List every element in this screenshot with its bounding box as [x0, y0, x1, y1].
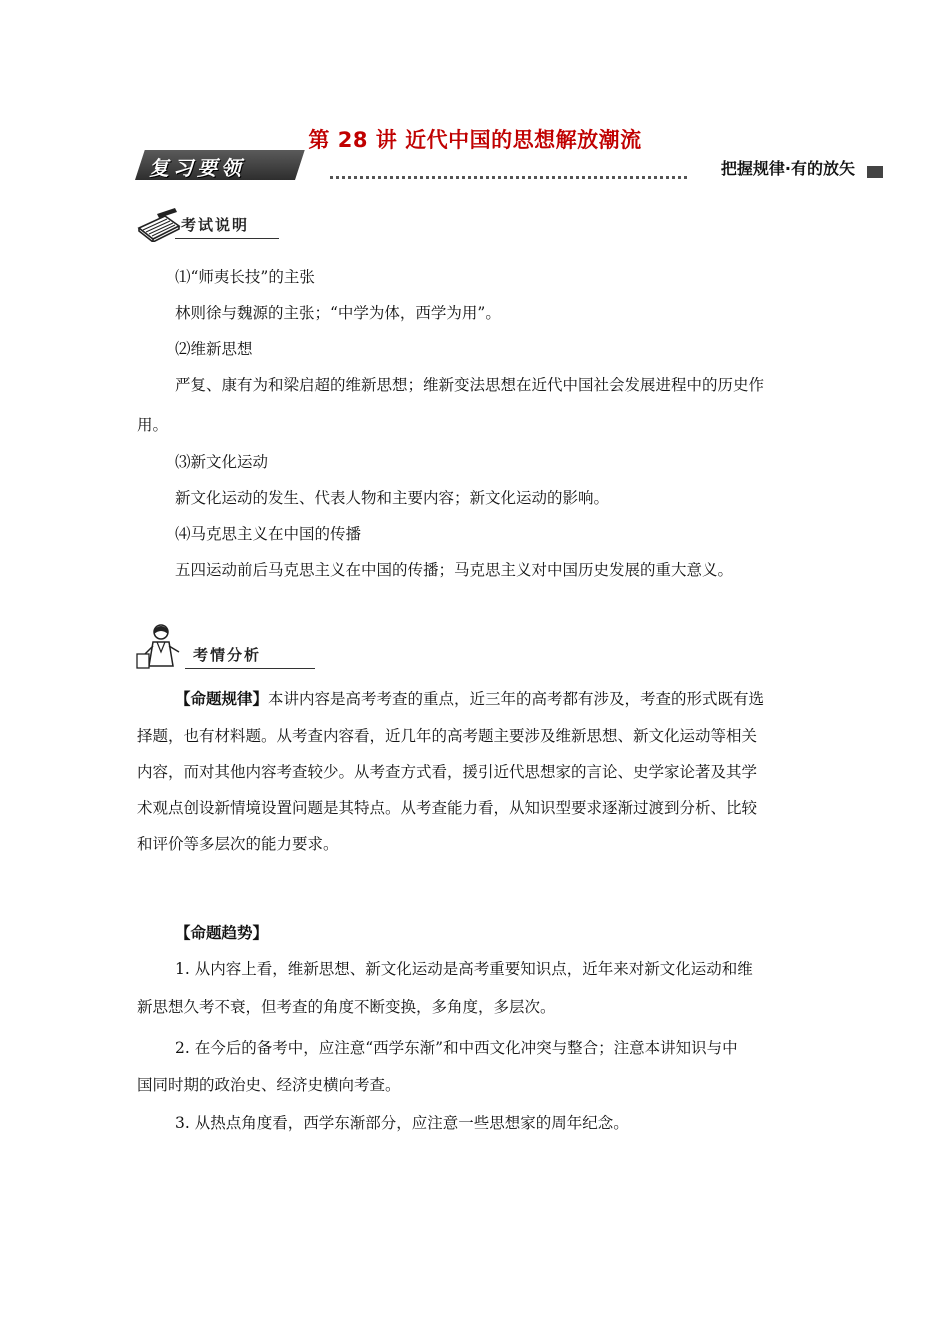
trend-line: 3. 从热点角度看，西学东渐部分，应注意一些思想家的周年纪念。	[175, 1114, 629, 1132]
analysis-heading	[135, 622, 325, 672]
banner-end-block	[867, 166, 883, 178]
exam-heading	[135, 206, 285, 244]
exam-line: 用。	[137, 416, 169, 434]
rule-line: 内容，而对其他内容考查较少。从考查方式看，援引近代思想家的言论、史学家论著及其学	[137, 763, 758, 781]
exam-heading-underline	[175, 238, 279, 239]
exam-line: 新文化运动的发生、代表人物和主要内容；新文化运动的影响。	[175, 489, 610, 507]
trend-line: 国同时期的政治史、经济史横向考查。	[137, 1076, 401, 1094]
exam-line: ⑵维新思想	[175, 340, 253, 358]
rule-line: 本讲内容是高考考查的重点，近三年的高考都有涉及，考查的形式既有选	[268, 690, 765, 708]
trend-line: 1. 从内容上看，维新思想、新文化运动是高考重要知识点，近年来对新文化运动和维	[175, 960, 753, 978]
trend-label: 【命题趋势】	[175, 923, 269, 942]
trend-line: 新思想久考不衰，但考查的角度不断变换，多角度，多层次。	[137, 998, 556, 1016]
rule-label: 【命题规律】	[175, 689, 269, 708]
notebook-pen-icon	[135, 206, 183, 242]
exam-line: 严复、康有为和梁启超的维新思想；维新变法思想在近代中国社会发展进程中的历史作	[175, 376, 765, 394]
rule-paragraph-first-line	[175, 688, 764, 710]
banner-dotted-rule	[330, 176, 687, 179]
exam-line: 林则徐与魏源的主张；“中学为体，西学为用”。	[175, 304, 501, 322]
exam-line: ⑷马克思主义在中国的传播	[175, 525, 362, 543]
exam-line: ⑴“师夷长技”的主张	[175, 268, 315, 286]
exam-line: 五四运动前后马克思主义在中国的传播；马克思主义对中国历史发展的重大意义。	[175, 561, 734, 579]
page-title: 第 28 讲 近代中国的思想解放潮流	[308, 128, 642, 152]
banner-label: 复习要领	[149, 156, 245, 180]
banner-tagline: 把握规律·有的放矢	[720, 159, 855, 178]
section-banner	[135, 150, 877, 184]
rule-line: 和评价等多层次的能力要求。	[137, 835, 339, 853]
trend-line: 2. 在今后的备考中，应注意“西学东渐”和中西文化冲突与整合；注意本讲知识与中	[175, 1039, 738, 1057]
rule-line: 术观点创设新情境设置问题是其特点。从考查能力看，从知识型要求逐渐过渡到分析、比较	[137, 799, 758, 817]
exam-line: ⑶新文化运动	[175, 453, 269, 471]
analysis-heading-underline	[185, 668, 315, 669]
exam-heading-label: 考试说明	[181, 216, 250, 234]
teacher-figure-icon	[135, 622, 185, 672]
analysis-heading-label: 考情分析	[193, 646, 262, 664]
rule-line: 择题，也有材料题。从考查内容看，近几年的高考题主要涉及维新思想、新文化运动等相关	[137, 727, 758, 745]
